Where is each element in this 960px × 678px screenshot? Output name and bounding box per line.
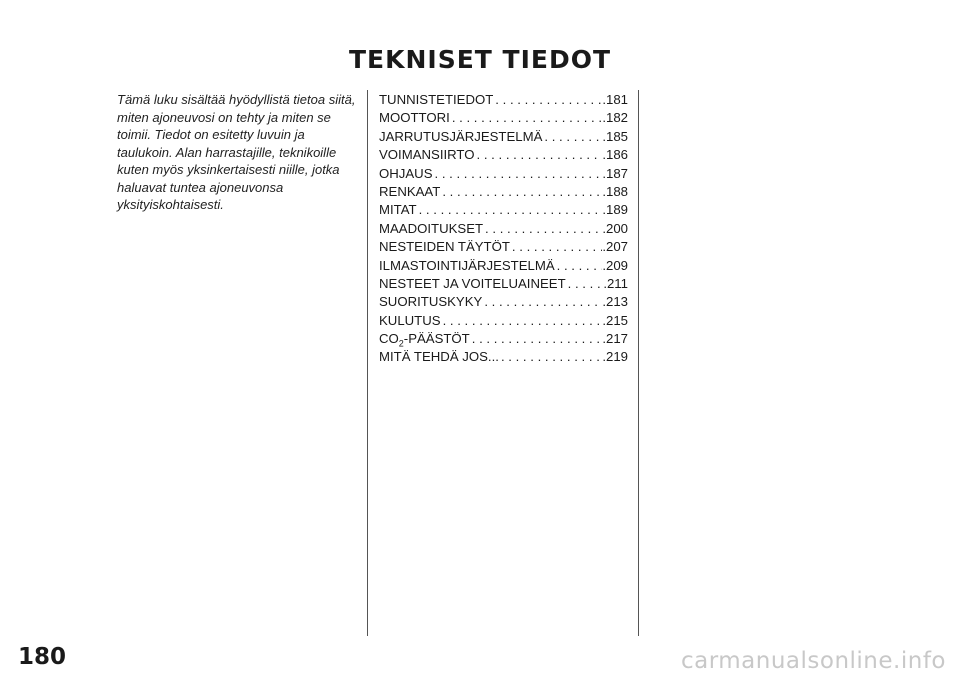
toc-item-mita-tehda-jos[interactable] <box>379 348 628 366</box>
toc-item-page: .185 <box>602 128 628 144</box>
toc-leader-dots <box>542 128 602 146</box>
page-title: TEKNISET TIEDOT <box>348 44 612 74</box>
toc-leader-dots <box>493 91 602 109</box>
toc-item-page: .189 <box>602 202 628 218</box>
table-of-contents <box>379 91 628 367</box>
toc-leader-dots <box>433 165 603 183</box>
toc-item-suorituskyky[interactable] <box>379 293 628 311</box>
toc-item-renkaat[interactable] <box>379 183 628 201</box>
toc-leader-dots <box>482 293 602 311</box>
toc-leader-dots <box>417 201 603 219</box>
toc-item-mitat[interactable] <box>379 201 628 219</box>
toc-leader-dots <box>499 348 602 366</box>
toc-item-page: .217 <box>602 331 628 347</box>
toc-item-page: .219 <box>602 349 628 365</box>
toc-leader-dots <box>440 183 602 201</box>
watermark: carmanualsonline.info <box>680 648 946 674</box>
toc-leader-dots <box>475 146 603 164</box>
toc-leader-dots <box>510 238 602 256</box>
toc-item-ohjaus[interactable] <box>379 165 628 183</box>
toc-item-label: TUNNISTETIEDOT <box>379 92 494 107</box>
toc-item-moottori[interactable] <box>379 109 628 127</box>
toc-item-page: .207 <box>602 239 628 255</box>
toc-item-maadoitukset[interactable] <box>379 220 628 238</box>
toc-item-label: MITÄ TEHDÄ JOS... <box>379 349 499 365</box>
toc-item-label: NESTEIDEN TÄYTÖT <box>379 239 510 255</box>
toc-item-page: .186 <box>602 147 628 163</box>
toc-item-label: SUORITUSKYKY <box>379 294 483 310</box>
toc-label-suffix: -PÄÄSTÖT <box>403 331 470 347</box>
intro-paragraph: Tämä luku sisältää hyödyllistä tietoa siitä, miten ajoneuvosi on tehty ja miten se toimii. Tiedot on esitetty luvuin ja taulukoin. Alan harrastajille, teknikoille kuten myös yksinkertaisesti niille, jotka haluavat tuntea ajoneuvonsa yksityiskohtaisesti. <box>117 92 356 212</box>
toc-item-page: .188 <box>602 183 628 199</box>
toc-leader-dots <box>483 220 602 238</box>
column-divider-right <box>638 90 639 636</box>
page-number: 180 <box>18 644 67 670</box>
column-divider-left <box>367 90 368 636</box>
toc-label-subscript: 2 <box>398 338 404 349</box>
toc-item-voimansiirto[interactable] <box>379 146 628 164</box>
toc-item-jarrutusjarjestelma[interactable] <box>379 128 628 146</box>
toc-item-page: .211 <box>603 275 628 291</box>
toc-item-label: ILMASTOINTIJÄRJESTELMÄ <box>379 257 555 273</box>
toc-item-page: .182 <box>602 110 628 126</box>
toc-item-label: MAADOITUKSET <box>379 220 484 236</box>
toc-leader-dots <box>470 330 603 348</box>
toc-item-label: KULUTUS <box>379 312 441 328</box>
toc-label-prefix: CO <box>379 331 399 347</box>
toc-item-kulutus[interactable] <box>379 312 628 330</box>
toc-item-ilmastointijarjestelma[interactable] <box>379 257 628 275</box>
toc-item-page: .215 <box>602 312 628 328</box>
toc-item-label: RENKAAT <box>379 183 441 199</box>
toc-item-label: MITAT <box>379 202 417 218</box>
toc-item-label: JARRUTUSJÄRJESTELMÄ <box>379 128 543 144</box>
toc-item-co2-paastot[interactable] <box>379 330 628 348</box>
toc-leader-dots <box>566 275 604 293</box>
toc-item-tunnistetiedot[interactable] <box>379 91 628 109</box>
toc-item-page: .213 <box>602 294 628 310</box>
toc-leader-dots <box>555 257 603 275</box>
toc-leader-dots <box>441 312 603 330</box>
toc-leader-dots <box>450 109 603 127</box>
toc-item-page: .187 <box>602 165 628 181</box>
toc-item-page: .200 <box>602 220 628 236</box>
toc-item-label: MOOTTORI <box>379 110 450 126</box>
toc-item-page: .181 <box>602 92 628 107</box>
toc-item-nesteiden-taytot[interactable] <box>379 238 628 256</box>
toc-item-label: OHJAUS <box>379 165 433 181</box>
toc-item-page: .209 <box>602 257 628 273</box>
toc-item-label: NESTEET JA VOITELUAINEET <box>379 275 566 291</box>
toc-item-nesteet-ja-voiteluaineet[interactable] <box>379 275 628 293</box>
toc-item-label: VOIMANSIIRTO <box>379 147 475 163</box>
